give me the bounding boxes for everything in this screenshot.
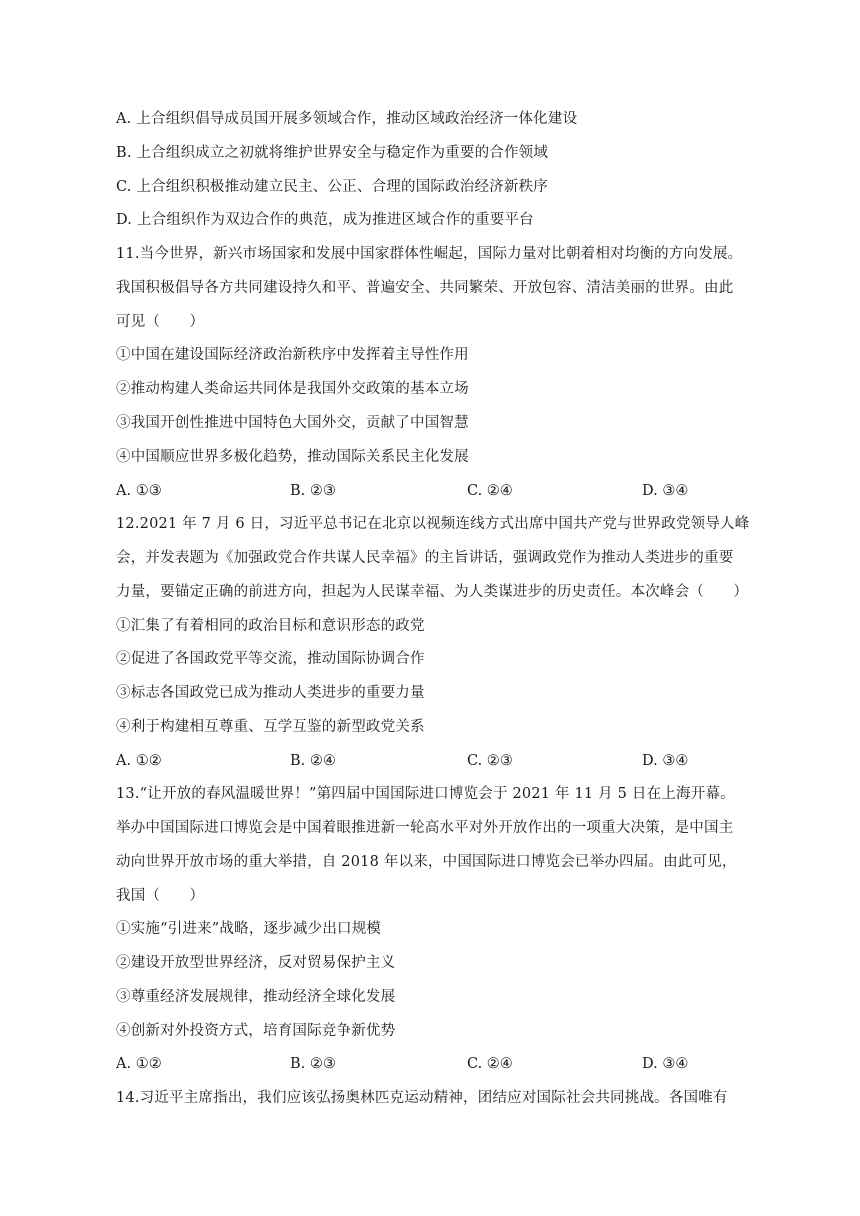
q11-item-1: ①中国在建设国际经济政治新秩序中发挥着主导性作用 [116,347,469,363]
q11-item-2: ②推动构建人类命运共同体是我国外交政策的基本立场 [116,381,469,397]
q11-choices [116,481,756,501]
q11-stem-line: 可见（ ） [116,314,205,330]
q11-choice-a[interactable]: A. ①③ [116,483,162,499]
q12-stem-line: 12.2021 年 7 月 6 日，习近平总书记在北京以视频连线方式出席中国共产党与世界政党领导人峰 [116,516,750,532]
q11-item-4: ④中国顺应世界多极化趋势，推动国际关系民主化发展 [116,449,469,465]
prev-option-c: C. 上合组织积极推动建立民主、公正、合理的国际政治经济新秩序 [116,179,548,195]
q12-choice-c[interactable]: C. ②③ [467,753,513,769]
q13-choice-c[interactable]: C. ②④ [467,1056,513,1072]
q12-item-2: ②促进了各国政党平等交流，推动国际协调合作 [116,651,425,667]
q13-stem-line: 我国（ ） [116,888,205,904]
prev-option-d: D. 上合组织作为双边合作的典范，成为推进区域合作的重要平台 [116,212,534,228]
q11-stem-line: 我国积极倡导各方共同建设持久和平、普遍安全、共同繁荣、开放包容、清洁美丽的世界。由此 [116,280,734,296]
q13-item-1: ①实施“引进来”战略，逐步减少出口规模 [116,921,382,937]
q14-stem-line: 14.习近平主席指出，我们应该弘扬奥林匹克运动精神，团结应对国际社会共同挑战。各国唯有 [116,1090,728,1106]
q11-choice-c[interactable]: C. ②④ [467,483,513,499]
q12-item-1: ①汇集了有着相同的政治目标和意识形态的政党 [116,618,425,634]
prev-option-a: A. 上合组织倡导成员国开展多领域合作，推动区域政治经济一体化建设 [116,111,578,127]
q13-item-4: ④创新对外投资方式，培育国际竞争新优势 [116,1023,396,1039]
q13-item-2: ②建设开放型世界经济，反对贸易保护主义 [116,955,396,971]
q12-item-4: ④利于构建相互尊重、互学互鉴的新型政党关系 [116,719,425,735]
q12-choice-d[interactable]: D. ③④ [642,753,689,769]
q12-stem-line: 会，并发表题为《加强政党合作共谋人民幸福》的主旨讲话，强调政党作为推动人类进步的重要 [116,550,734,566]
q13-choice-a[interactable]: A. ①② [116,1056,162,1072]
q12-choice-a[interactable]: A. ①② [116,753,162,769]
q11-choice-d[interactable]: D. ③④ [642,483,689,499]
q13-item-3: ③尊重经济发展规律，推动经济全球化发展 [116,989,396,1005]
q13-choice-b[interactable]: B. ②③ [290,1056,336,1072]
q11-item-3: ③我国开创性推进中国特色大国外交，贡献了中国智慧 [116,415,469,431]
q13-choice-d[interactable]: D. ③④ [642,1056,689,1072]
q13-choices [116,1054,756,1074]
q12-stem-line: 力量，要锚定正确的前进方向，担起为人民谋幸福、为人类谋进步的历史责任。本次峰会（ ） [116,584,749,600]
q12-choices [116,751,756,771]
q13-stem-line: 13.“让开放的春风温暖世界！”第四届中国国际进口博览会于 2021 年 11 月 5 日在上海开幕。 [116,786,735,802]
prev-option-b: B. 上合组织成立之初就将维护世界安全与稳定作为重要的合作领域 [116,145,549,161]
q13-stem-line: 举办中国国际进口博览会是中国着眼推进新一轮高水平对外开放作出的一项重大决策，是中国主 [116,820,734,836]
q11-stem-line: 11.当今世界，新兴市场国家和发展中国家群体性崛起，国际力量对比朝着相对均衡的方向发展。 [116,246,743,262]
q12-item-3: ③标志各国政党已成为推动人类进步的重要力量 [116,685,425,701]
q11-choice-b[interactable]: B. ②③ [290,483,336,499]
q12-choice-b[interactable]: B. ②④ [290,753,336,769]
q13-stem-line: 动向世界开放市场的重大举措，自 2018 年以来，中国国际进口博览会已举办四届。由此可见， [116,854,737,870]
